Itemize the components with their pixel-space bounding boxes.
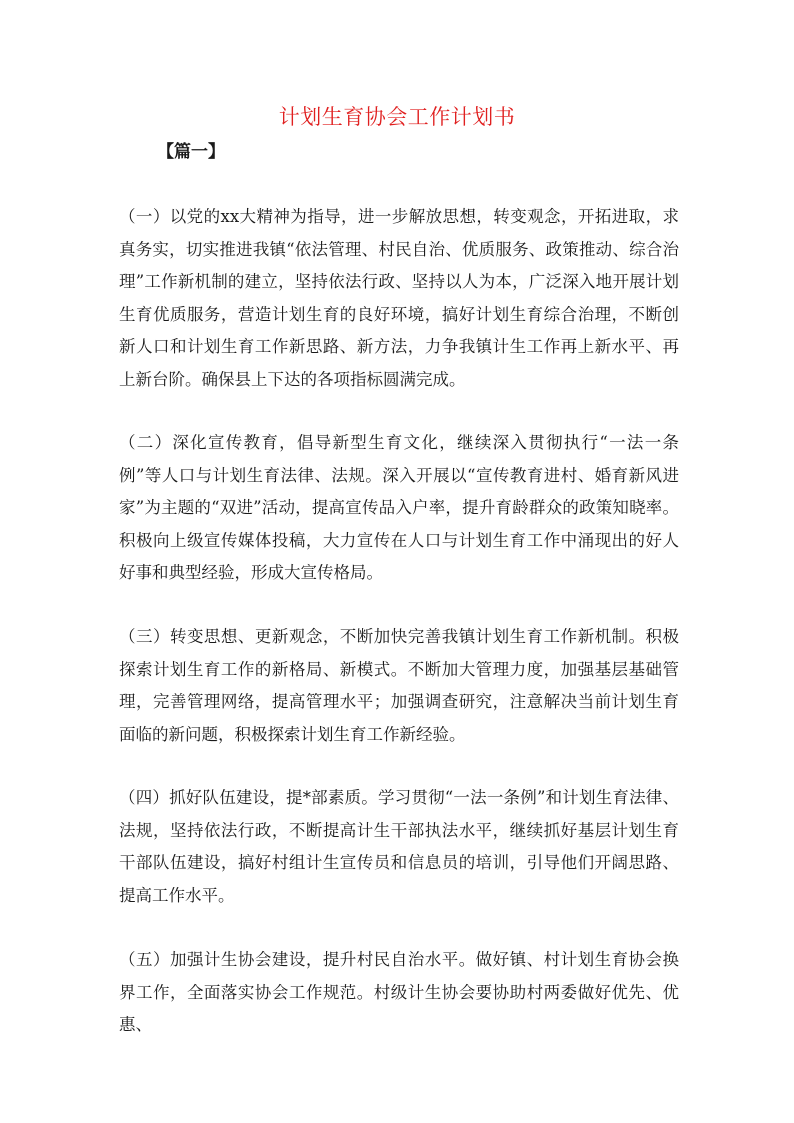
document-title: 计划生育协会工作计划书: [278, 105, 516, 129]
paragraph-4: （四）抓好队伍建设，提*部素质。学习贯彻“一法一条例”和计划生育法律、法规，坚持依法行政，不断提高计生干部执法水平，继续抓好基层计划生育干部队伍建设，搞好村组计生宣传员和信息员的培训，引导他们开阔思路、提高工作水平。: [119, 788, 679, 905]
paragraph-2: （二）深化宣传教育，倡导新型生育文化，继续深入贯彻执行“一法一条例”等人口与计划生育法律、法规。深入开展以“宣传教育进村、婚育新风进家”为主题的“双进”活动，提高宣传品入户率，提升育龄群众的政策知晓率。积极向上级宣传媒体投稿，大力宣传在人口与计划生育工作中涌现出的好人好事和典型经验，形成大宣传格局。: [119, 433, 679, 582]
paragraph-3: （三）转变思想、更新观念，不断加快完善我镇计划生育工作新机制。积极探索计划生育工作的新格局、新模式。不断加大管理力度，加强基层基础管理，完善管理网络，提高管理水平；加强调查研究，注意解决当前计划生育面临的新问题，积极探索计划生育工作新经验。: [119, 627, 679, 744]
section-label: 【篇一】: [157, 142, 225, 162]
paragraph-5: （五）加强计生协会建设，提升村民自治水平。做好镇、村计划生育协会换界工作，全面落实协会工作规范。村级计生协会要协助村两委做好优先、优惠、: [119, 950, 679, 1034]
paragraph-1: （一）以党的xx大精神为指导，进一步解放思想，转变观念，开拓进取，求真务实，切实推进我镇“依法管理、村民自治、优质服务、政策推动、综合治理”工作新机制的建立，坚持依法行政、坚持以人为本，广泛深入地开展计划生育优质服务，营造计划生育的良好环境，搞好计划生育综合治理，不断创新人口和计划生育工作新思路、新方法，力争我镇计生工作再上新水平、再上新台阶。确保县上下达的各项指标圆满完成。: [119, 207, 679, 389]
